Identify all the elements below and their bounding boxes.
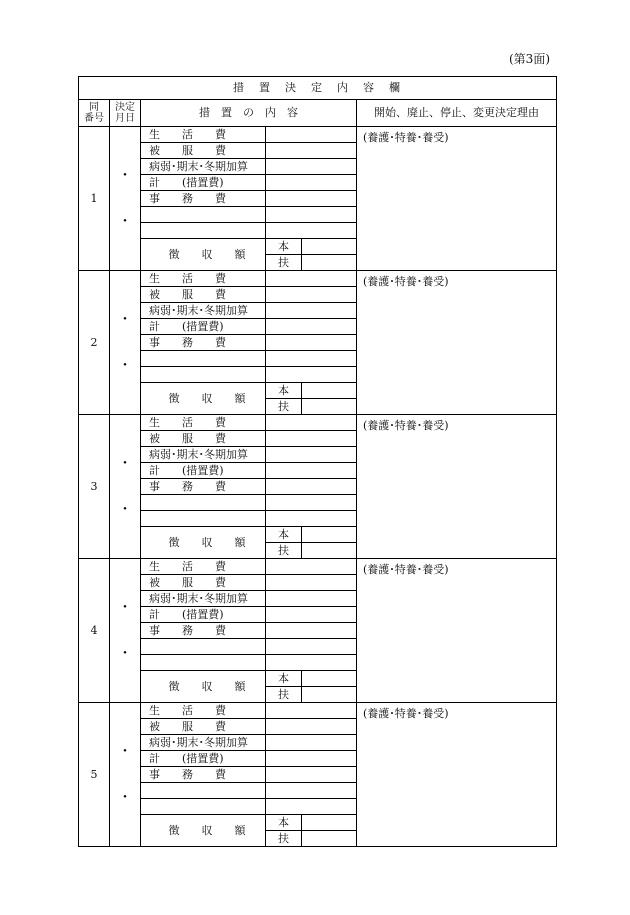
collection-hon-value[interactable] bbox=[302, 383, 357, 399]
collection-fu-value[interactable] bbox=[302, 687, 357, 703]
date-month-mark: ・ bbox=[118, 599, 132, 616]
date-day-mark: ・ bbox=[118, 501, 132, 518]
value-blank-2[interactable] bbox=[266, 655, 357, 671]
collection-hon-value[interactable] bbox=[302, 815, 357, 831]
table-title: 措 置 決 定 内 容 欄 bbox=[79, 77, 557, 100]
item-office-cost: 事 務 費 bbox=[141, 767, 266, 783]
value-total[interactable] bbox=[266, 463, 357, 479]
value-clothing-cost[interactable] bbox=[266, 431, 357, 447]
block-number: 3 bbox=[79, 415, 110, 559]
item-blank-2[interactable] bbox=[141, 367, 266, 383]
value-living-cost[interactable] bbox=[266, 127, 357, 143]
collection-fu-label: 扶 bbox=[266, 543, 302, 559]
header-decision-label: 決定 bbox=[115, 102, 135, 113]
reason-cell[interactable] bbox=[357, 703, 557, 847]
decision-date-cell[interactable] bbox=[110, 271, 141, 415]
header-measure-content: 措 置 の 内 容 bbox=[141, 100, 357, 127]
item-total: 計 (措置費) bbox=[141, 607, 266, 623]
block-number: 5 bbox=[79, 703, 110, 847]
item-blank-2[interactable] bbox=[141, 655, 266, 671]
reason-cell[interactable] bbox=[357, 559, 557, 703]
item-blank-1[interactable] bbox=[141, 351, 266, 367]
date-day-mark: ・ bbox=[118, 213, 132, 230]
item-office-cost: 事 務 費 bbox=[141, 335, 266, 351]
value-blank-1[interactable] bbox=[266, 207, 357, 223]
decision-date-cell[interactable] bbox=[110, 559, 141, 703]
item-additions: 病弱･期末･冬期加算 bbox=[141, 303, 266, 319]
item-collection-amount: 徴 収 額 bbox=[141, 671, 266, 703]
value-blank-1[interactable] bbox=[266, 783, 357, 799]
reason-facility-types: (養護･特養･養受) bbox=[363, 131, 449, 144]
item-clothing-cost: 被 服 費 bbox=[141, 575, 266, 591]
collection-hon-label: 本 bbox=[266, 527, 302, 543]
value-blank-1[interactable] bbox=[266, 495, 357, 511]
collection-hon-label: 本 bbox=[266, 671, 302, 687]
item-clothing-cost: 被 服 費 bbox=[141, 719, 266, 735]
item-living-cost: 生 活 費 bbox=[141, 127, 266, 143]
header-decision-reason: 開始、廃止、停止、変更決定理由 bbox=[357, 100, 557, 127]
collection-fu-label: 扶 bbox=[266, 831, 302, 847]
value-living-cost[interactable] bbox=[266, 559, 357, 575]
item-collection-amount: 徴 収 額 bbox=[141, 815, 266, 847]
collection-hon-value[interactable] bbox=[302, 527, 357, 543]
item-collection-amount: 徴 収 額 bbox=[141, 383, 266, 415]
value-additions[interactable] bbox=[266, 303, 357, 319]
page-label: (第3面) bbox=[509, 52, 550, 66]
item-blank-1[interactable] bbox=[141, 495, 266, 511]
item-blank-2[interactable] bbox=[141, 223, 266, 239]
reason-cell[interactable] bbox=[357, 271, 557, 415]
collection-fu-value[interactable] bbox=[302, 255, 357, 271]
collection-fu-value[interactable] bbox=[302, 543, 357, 559]
item-total: 計 (措置費) bbox=[141, 319, 266, 335]
item-blank-1[interactable] bbox=[141, 783, 266, 799]
header-decision-date bbox=[110, 100, 141, 127]
value-total[interactable] bbox=[266, 751, 357, 767]
item-blank-2[interactable] bbox=[141, 511, 266, 527]
item-clothing-cost: 被 服 費 bbox=[141, 143, 266, 159]
value-additions[interactable] bbox=[266, 159, 357, 175]
collection-hon-value[interactable] bbox=[302, 239, 357, 255]
value-total[interactable] bbox=[266, 319, 357, 335]
reason-cell[interactable] bbox=[357, 415, 557, 559]
value-additions[interactable] bbox=[266, 591, 357, 607]
collection-hon-value[interactable] bbox=[302, 671, 357, 687]
header-doukyo-label: 同 bbox=[89, 102, 99, 113]
value-office-cost[interactable] bbox=[266, 479, 357, 495]
item-office-cost: 事 務 費 bbox=[141, 191, 266, 207]
value-clothing-cost[interactable] bbox=[266, 143, 357, 159]
item-additions: 病弱･期末･冬期加算 bbox=[141, 591, 266, 607]
reason-facility-types: (養護･特養･養受) bbox=[363, 563, 449, 576]
item-clothing-cost: 被 服 費 bbox=[141, 287, 266, 303]
value-clothing-cost[interactable] bbox=[266, 719, 357, 735]
reason-facility-types: (養護･特養･養受) bbox=[363, 275, 449, 288]
item-clothing-cost: 被 服 費 bbox=[141, 431, 266, 447]
block-number: 4 bbox=[79, 559, 110, 703]
value-blank-1[interactable] bbox=[266, 351, 357, 367]
decision-date-cell[interactable] bbox=[110, 703, 141, 847]
item-additions: 病弱･期末･冬期加算 bbox=[141, 735, 266, 751]
collection-hon-label: 本 bbox=[266, 383, 302, 399]
collection-hon-label: 本 bbox=[266, 239, 302, 255]
value-blank-2[interactable] bbox=[266, 511, 357, 527]
date-day-mark: ・ bbox=[118, 357, 132, 374]
value-total[interactable] bbox=[266, 607, 357, 623]
collection-fu-label: 扶 bbox=[266, 687, 302, 703]
item-additions: 病弱･期末･冬期加算 bbox=[141, 447, 266, 463]
value-clothing-cost[interactable] bbox=[266, 287, 357, 303]
value-office-cost[interactable] bbox=[266, 191, 357, 207]
decision-date-cell[interactable] bbox=[110, 415, 141, 559]
value-office-cost[interactable] bbox=[266, 335, 357, 351]
date-day-mark: ・ bbox=[118, 645, 132, 662]
date-day-mark: ・ bbox=[118, 789, 132, 806]
value-blank-1[interactable] bbox=[266, 639, 357, 655]
item-living-cost: 生 活 費 bbox=[141, 703, 266, 719]
collection-fu-label: 扶 bbox=[266, 255, 302, 271]
header-number-label: 番号 bbox=[84, 113, 104, 124]
item-living-cost: 生 活 費 bbox=[141, 415, 266, 431]
reason-facility-types: (養護･特養･養受) bbox=[363, 419, 449, 432]
value-additions[interactable] bbox=[266, 735, 357, 751]
block-number: 2 bbox=[79, 271, 110, 415]
value-blank-2[interactable] bbox=[266, 223, 357, 239]
item-office-cost: 事 務 費 bbox=[141, 623, 266, 639]
item-blank-1[interactable] bbox=[141, 639, 266, 655]
item-total: 計 (措置費) bbox=[141, 175, 266, 191]
date-month-mark: ・ bbox=[118, 167, 132, 184]
collection-fu-label: 扶 bbox=[266, 399, 302, 415]
item-total: 計 (措置費) bbox=[141, 751, 266, 767]
block-number: 1 bbox=[79, 127, 110, 271]
value-total[interactable] bbox=[266, 175, 357, 191]
item-additions: 病弱･期末･冬期加算 bbox=[141, 159, 266, 175]
item-collection-amount: 徴 収 額 bbox=[141, 239, 266, 271]
value-living-cost[interactable] bbox=[266, 271, 357, 287]
measure-decision-table bbox=[78, 76, 557, 847]
date-month-mark: ・ bbox=[118, 311, 132, 328]
value-blank-2[interactable] bbox=[266, 799, 357, 815]
value-clothing-cost[interactable] bbox=[266, 575, 357, 591]
item-office-cost: 事 務 費 bbox=[141, 479, 266, 495]
decision-date-cell[interactable] bbox=[110, 127, 141, 271]
collection-hon-label: 本 bbox=[266, 815, 302, 831]
collection-fu-value[interactable] bbox=[302, 831, 357, 847]
value-office-cost[interactable] bbox=[266, 767, 357, 783]
value-blank-2[interactable] bbox=[266, 367, 357, 383]
header-date-label: 月日 bbox=[115, 113, 135, 124]
value-living-cost[interactable] bbox=[266, 415, 357, 431]
item-living-cost: 生 活 費 bbox=[141, 559, 266, 575]
value-living-cost[interactable] bbox=[266, 703, 357, 719]
reason-facility-types: (養護･特養･養受) bbox=[363, 707, 449, 720]
item-blank-2[interactable] bbox=[141, 799, 266, 815]
item-collection-amount: 徴 収 額 bbox=[141, 527, 266, 559]
date-month-mark: ・ bbox=[118, 743, 132, 760]
value-office-cost[interactable] bbox=[266, 623, 357, 639]
item-living-cost: 生 活 費 bbox=[141, 271, 266, 287]
date-month-mark: ・ bbox=[118, 455, 132, 472]
reason-cell[interactable] bbox=[357, 127, 557, 271]
item-total: 計 (措置費) bbox=[141, 463, 266, 479]
collection-fu-value[interactable] bbox=[302, 399, 357, 415]
value-additions[interactable] bbox=[266, 447, 357, 463]
header-doukyo-number bbox=[79, 100, 110, 127]
item-blank-1[interactable] bbox=[141, 207, 266, 223]
